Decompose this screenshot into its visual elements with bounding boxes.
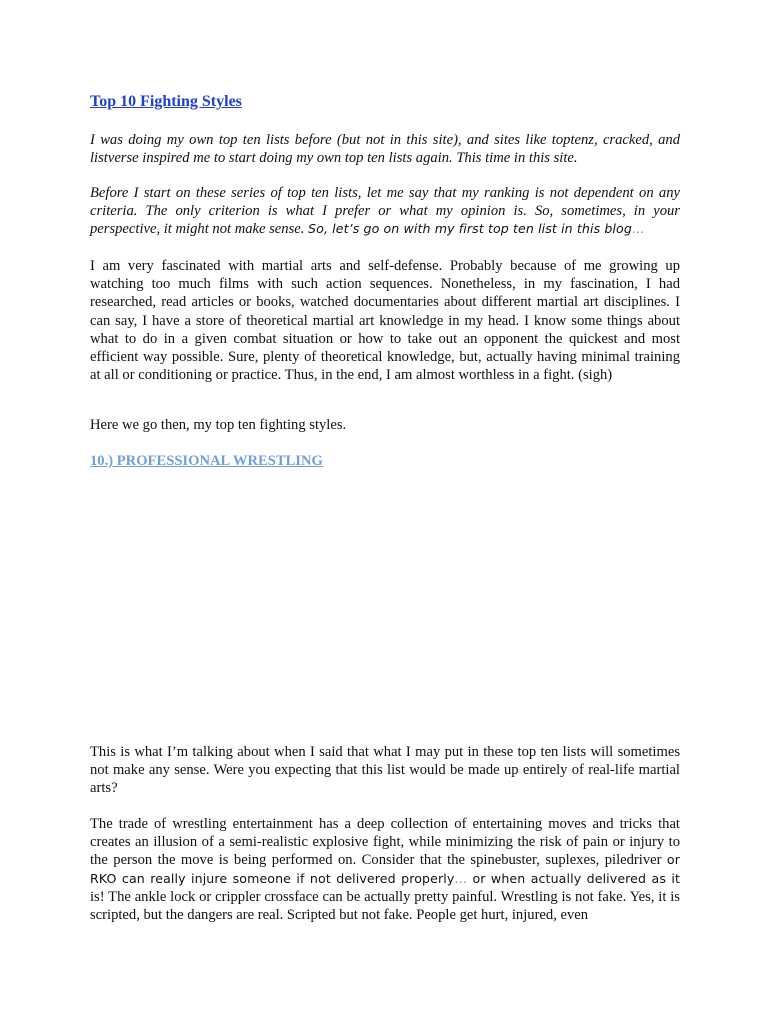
document-title[interactable]: Top 10 Fighting Styles xyxy=(90,93,242,110)
paragraph-wrestling-trade xyxy=(90,815,680,924)
paragraph-6-end: is! The ankle lock or crippler crossface can be actually pretty painful. Wrestling is not fake. Yes, it is scripted, but the dangers are real. Scripted but not fake. People get hurt, injured, even xyxy=(90,888,680,924)
intro-paragraph-2-tail: So, let’s go on with my first top ten list in this blog xyxy=(308,221,632,237)
paragraph-6-ellipsis: … xyxy=(454,870,468,886)
intro-paragraph-2-main: Before I start on these series of top ten lists, let me say that my ranking is not dependent on any criteria. The only criterion is what I prefer or what my opinion is. So, sometimes, in your perspective, it might not make sense. xyxy=(90,185,680,238)
embedded-image-area xyxy=(90,482,680,732)
intro-paragraph-2-ellipsis: … xyxy=(631,221,645,237)
paragraph-6-sans-a: or RKO can really injure someone if not delivered properly xyxy=(90,852,680,886)
paragraph-6-start: The trade of wrestling entertainment has a deep collection of entertaining moves and tricks that creates an illusion of a semi-realistic explosive fight, while minimizing the risk of pain or injury to the person the move is being performed on. Consider that the spinebuster, suplexes, piledriver xyxy=(90,816,680,869)
paragraph-talking-about: This is what I’m talking about when I said that what I may put in these top ten lists will sometimes not make any sense. Were you expecting that this list would be made up entirely of real-life martial arts? xyxy=(90,744,680,797)
paragraph-6-sans-b: or when actually delivered as it xyxy=(467,870,680,886)
section-heading-professional-wrestling[interactable]: 10.) PROFESSIONAL WRESTLING xyxy=(90,453,323,469)
intro-paragraph-1: I was doing my own top ten lists before (but not in this site), and sites like toptenz, cracked, and listverse inspired me to start doing my own top ten lists again. This time in this site. xyxy=(90,132,680,167)
paragraph-martial-arts: I am very fascinated with martial arts and self-defense. Probably because of me growing up watching too much films with such action sequences. Nonetheless, in my fascination, I had researched, read articles or books, watched documentaries about different martial art disciplines. I can say, I have a store of theoretical martial art knowledge in my head. I know some things about what to do in a given combat situation or how to take out an opponent the quickest and most efficient way possible. Sure, plenty of theoretical knowledge, but, actually having minimal training at all or conditioning or practice. Thus, in the end, I am almost worthless in a fight. (sigh) xyxy=(90,258,680,384)
paragraph-here-we-go: Here we go then, my top ten fighting styles. xyxy=(90,417,347,433)
intro-paragraph-2 xyxy=(90,184,680,239)
